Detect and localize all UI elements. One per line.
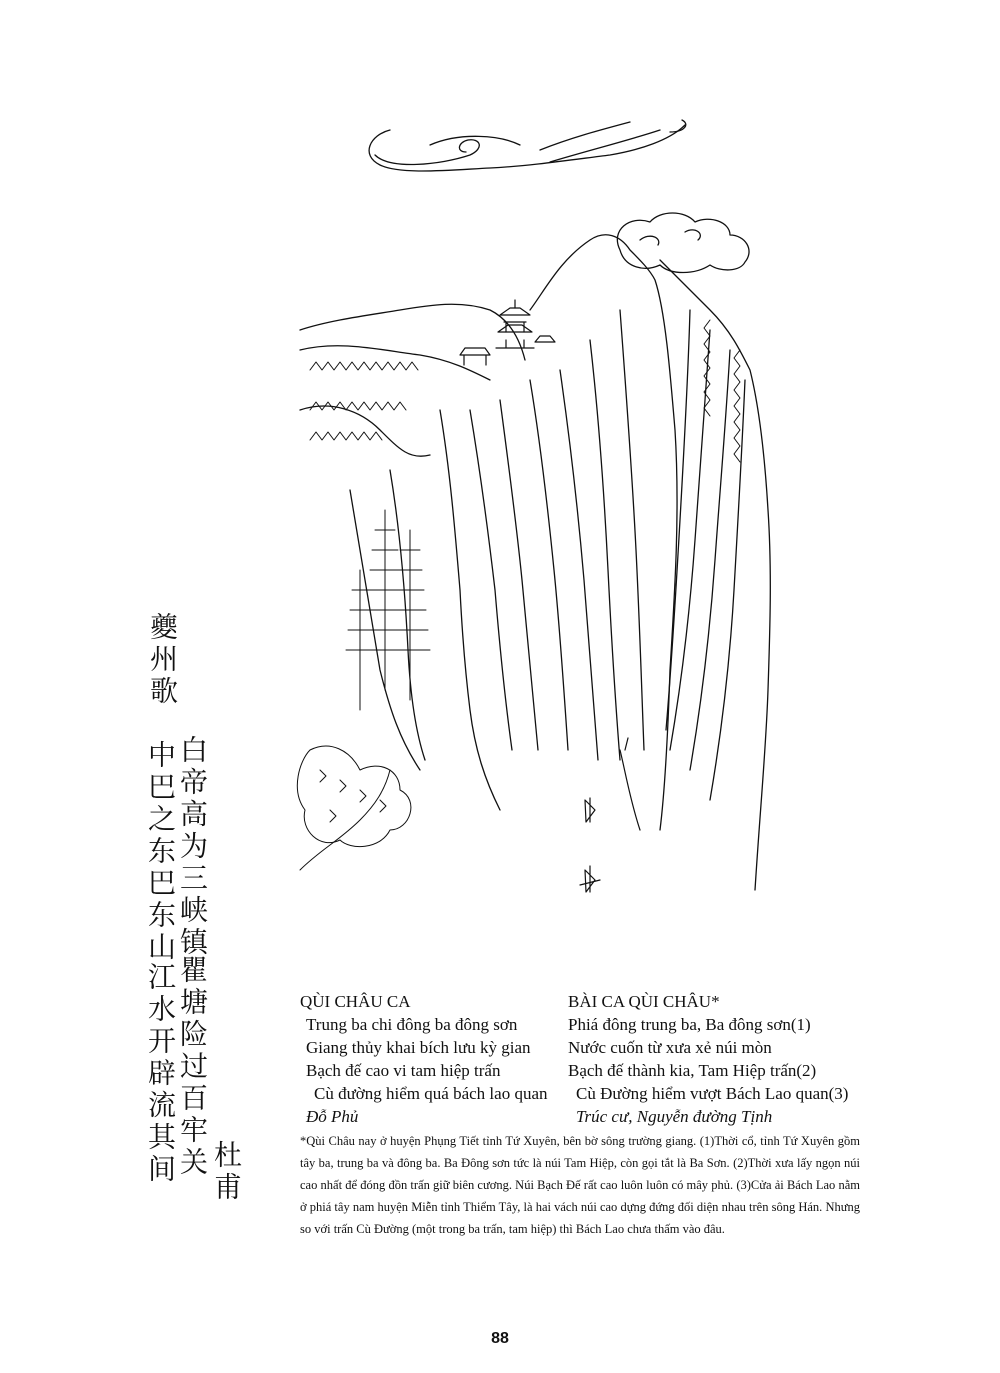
river-boats bbox=[580, 738, 640, 892]
vertical-poem-author: 杜甫 bbox=[210, 1140, 243, 1204]
top-cloud bbox=[369, 120, 686, 171]
left-cliff-faces bbox=[350, 310, 644, 810]
poem-left-line: Cù đường hiểm quá bách lao quan bbox=[314, 1084, 548, 1103]
poem-left-line: Bạch đế cao vi tam hiệp trấn bbox=[306, 1061, 501, 1080]
poem-right-line: Phiá đông trung ba, Ba đông sơn(1) bbox=[568, 1015, 811, 1034]
vertical-poem-line-4: 江水开辟流其间 bbox=[144, 962, 177, 1186]
left-ridge bbox=[300, 304, 525, 456]
poem-right-line: Bạch đế thành kia, Tam Hiệp trấn(2) bbox=[568, 1061, 817, 1080]
central-peak bbox=[530, 235, 677, 830]
summit-cloud bbox=[617, 213, 749, 273]
poem-left-line: Giang thủy khai bích lưu kỳ gian bbox=[306, 1038, 531, 1057]
poem-right-line: Nước cuốn từ xưa xẻ núi mòn bbox=[568, 1038, 772, 1057]
pagoda bbox=[460, 300, 555, 365]
right-cliff-faces bbox=[666, 310, 745, 800]
poem-transliteration bbox=[300, 990, 547, 1128]
page-number: 88 bbox=[491, 1330, 509, 1347]
poem-left-line: Trung ba chi đông ba đông sơn bbox=[306, 1015, 518, 1034]
vertical-poem-line-3: 瞿塘险过百牢关 bbox=[176, 955, 209, 1179]
poem-left-title: QÙI CHÂU CA bbox=[300, 992, 411, 1011]
poem-right-line: Cù Đường hiểm vượt Bách Lao quan(3) bbox=[576, 1084, 849, 1103]
vertical-poem-line-2: 中巴之东巴东山 bbox=[144, 740, 177, 964]
foreground-tree bbox=[297, 746, 411, 870]
poem-translation bbox=[568, 990, 848, 1128]
poem-left-author: Đỗ Phủ bbox=[306, 1107, 359, 1126]
vertical-poem-line-1: 白帝高为三峡镇 bbox=[176, 735, 209, 959]
poem-right-title: BÀI CA QÙI CHÂU* bbox=[568, 992, 720, 1011]
gorge-illustration bbox=[290, 110, 790, 910]
footnote: *Qùi Châu nay ở huyện Phụng Tiết tỉnh Tứ Xuyên, bên bờ sông trường giang. (1)Thời cổ, tỉnh Tứ Xuyên gồm tây ba, trung ba và đông ba. Ba Đông sơn tức là núi Tam Hiệp, còn gọi tắt là Ba Sơn. (2)Thời xưa lấy ngọn núi cao nhất để đóng đồn trấn giữ biên cương. Núi Bạch Đế rất cao luôn luôn có mây phủ. (3)Cửa ải Bách Lao nằm ở phiá tây nam huyện Miễn tỉnh Thiểm Tây, là hai vách núi cao dựng đứng đối diện nhau trên sông Hán. Nhưng so với trấn Cù Đường (một trong ba trấn, tam hiệp) thì Bách Lao chưa thấm vào đâu. bbox=[300, 1134, 860, 1236]
poem-right-author: Trúc cư, Nguyễn đường Tịnh bbox=[576, 1107, 773, 1126]
vertical-poem-title: 夔州歌 bbox=[146, 612, 179, 708]
